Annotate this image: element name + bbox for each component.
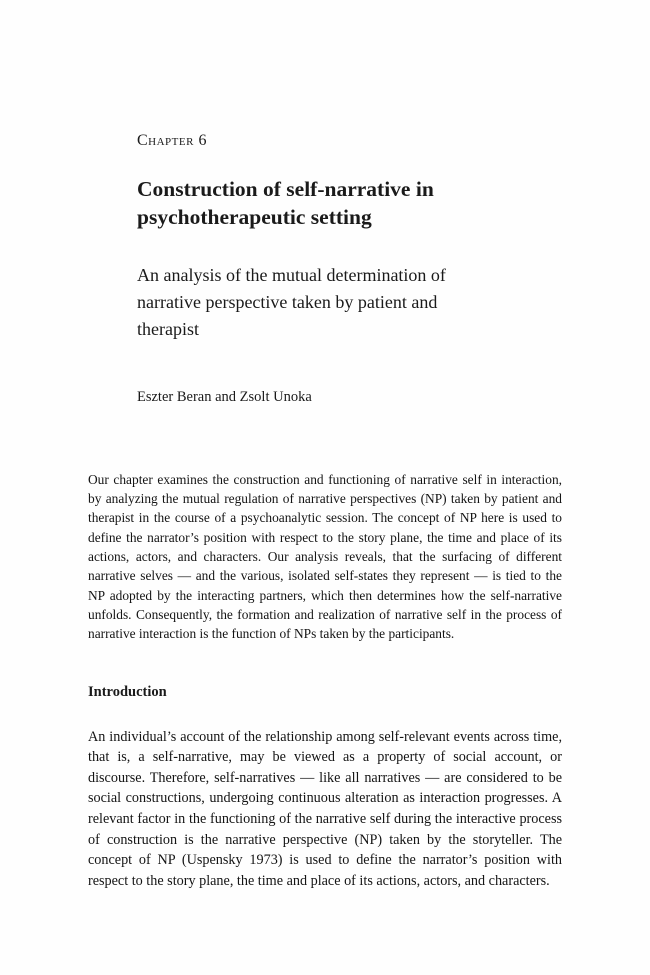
author-names: Eszter Beran and Zsolt Unoka: [137, 388, 312, 405]
chapter-front-matter: [137, 132, 552, 406]
chapter-subtitle: An analysis of the mutual determination of narrative perspective taken by patient and therapist: [137, 264, 446, 339]
introduction-paragraph: An individual’s account of the relationship among self-relevant events across time, that is, a self-narrative, may be viewed as a property of social account, or discourse. Therefore, self-narratives — like all narratives — are considered to be social constructions, undergoing continuous alteration as interaction progresses. A relevant factor in the functioning of the narrative self during the interactive process of construction is the narrative perspective (NP) taken by the storyteller. The concept of NP (Uspensky 1973) is used to define the narrator’s position with respect to the story plane, the time and place of its actions, actors, and characters.: [88, 728, 562, 889]
abstract-paragraph: Our chapter examines the construction and functioning of narrative self in interaction, by analyzing the mutual regulation of narrative perspectives (NP) taken by patient and therapist in the course of a psychoanalytic session. The concept of NP here is used to define the narrator’s position with respect to the story plane, the time and place of its actions, actors, and characters. Our analysis reveals, that the surfacing of different narrative selves — and the various, isolated self-states they represent — is tied to the NP adopted by the interacting partners, which then determines how the self-narrative unfolds. Consequently, the formation and realization of narrative self in the process of narrative interaction is the function of NPs taken by the participants.: [88, 471, 562, 642]
chapter-title: Construction of self-narrative in psychotherapeutic setting: [137, 177, 434, 229]
section-heading-introduction: Introduction: [88, 683, 167, 700]
chapter-label: Chapter 6: [137, 132, 207, 149]
